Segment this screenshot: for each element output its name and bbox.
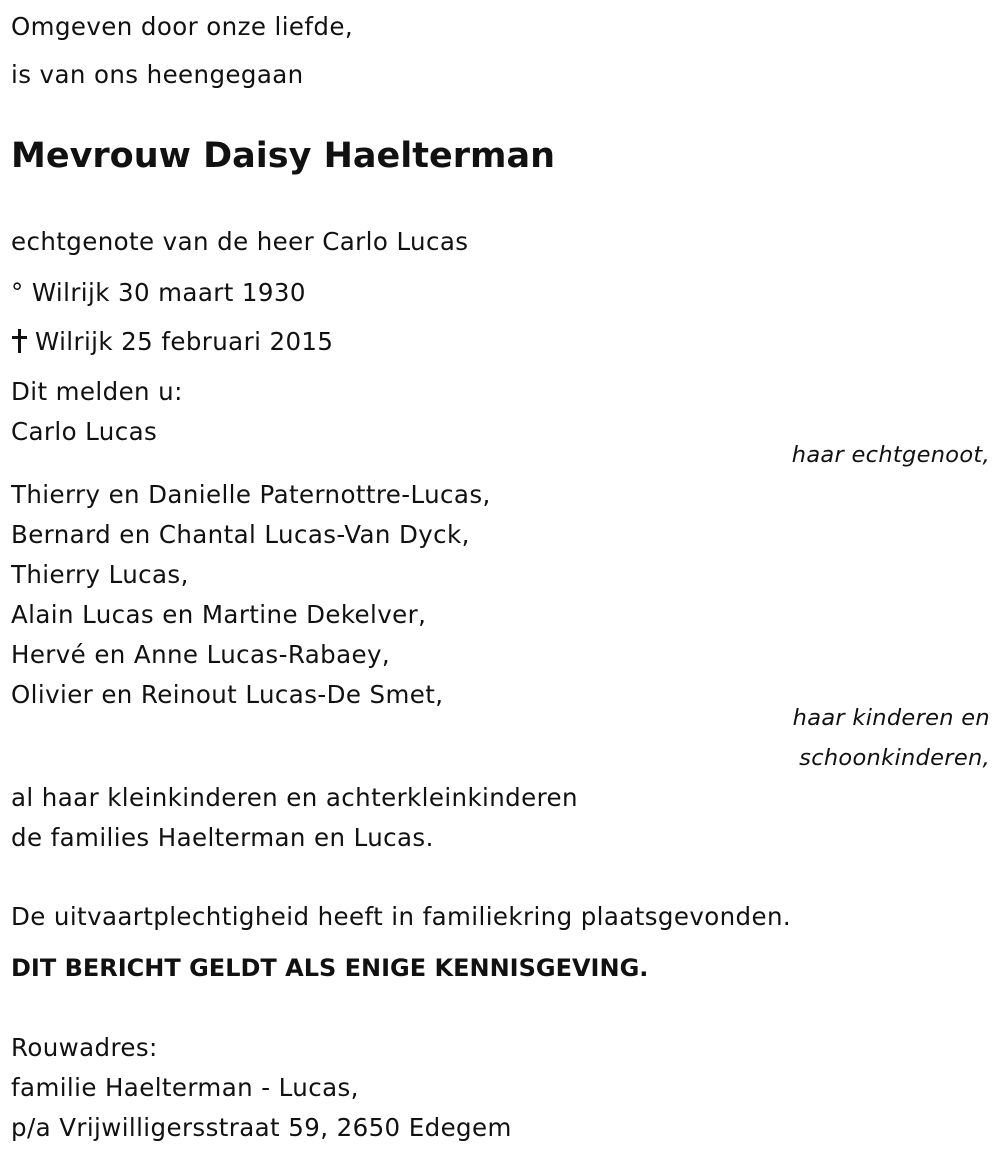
death-text: Wilrijk 25 februari 2015 — [35, 327, 334, 356]
child-line: Thierry en Danielle Paternottre-Lucas, — [11, 480, 491, 509]
child-line: Alain Lucas en Martine Dekelver, — [11, 600, 427, 629]
announcer-spouse: Carlo Lucas — [11, 417, 158, 446]
cross-icon — [11, 329, 29, 353]
death-line — [11, 329, 333, 355]
announcers-heading: Dit melden u: — [11, 377, 183, 406]
address-line-1: familie Haelterman - Lucas, — [11, 1073, 359, 1102]
child-line: Hervé en Anne Lucas-Rabaey, — [11, 640, 391, 669]
deceased-name: Mevrouw Daisy Haelterman — [11, 136, 556, 176]
child-line: Thierry Lucas, — [11, 560, 189, 589]
children-role-line-1: haar kinderen en — [792, 705, 990, 731]
intro-line-2: is van ons heengegaan — [11, 60, 304, 89]
families-line: de families Haelterman en Lucas. — [11, 823, 434, 852]
child-line: Bernard en Chantal Lucas-Van Dyck, — [11, 520, 470, 549]
address-line-2: p/a Vrijwilligersstraat 59, 2650 Edegem — [11, 1113, 512, 1142]
address-heading: Rouwadres: — [11, 1033, 158, 1062]
spouse-role: haar echtgenoot, — [791, 442, 990, 468]
grandchildren-line: al haar kleinkinderen en achterkleinkinderen — [11, 783, 578, 812]
ceremony-line: De uitvaartplechtigheid heeft in familiekring plaatsgevonden. — [11, 902, 792, 931]
children-role-line-2: schoonkinderen, — [799, 745, 990, 771]
child-line: Olivier en Reinout Lucas-De Smet, — [11, 680, 444, 709]
intro-line-1: Omgeven door onze liefde, — [11, 12, 354, 41]
spouse-line: echtgenote van de heer Carlo Lucas — [11, 227, 469, 256]
notice-line: DIT BERICHT GELDT ALS ENIGE KENNISGEVING. — [11, 954, 649, 982]
birth-line: ° Wilrijk 30 maart 1930 — [11, 278, 306, 307]
